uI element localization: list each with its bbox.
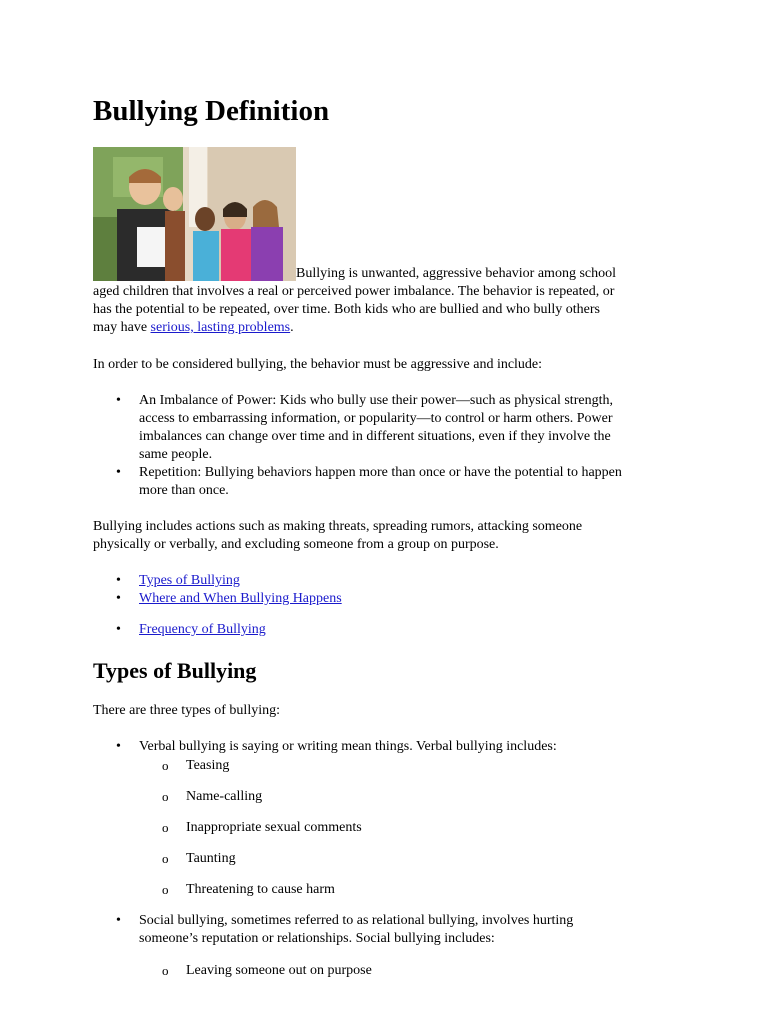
sub-bullet-icon: o: [162, 851, 169, 866]
social-line: someone’s reputation or relationships. Social bullying includes:: [139, 931, 495, 946]
photo-teens-group: [93, 147, 296, 281]
sub-bullet-icon: o: [162, 820, 169, 835]
intro-trailing: .: [290, 320, 294, 335]
bullet-icon: •: [116, 573, 121, 588]
verbal-item: Inappropriate sexual comments: [186, 820, 362, 835]
criteria-item-imbalance: [139, 392, 613, 464]
sub-bullet-icon: o: [162, 758, 169, 773]
sub-bullet-icon: o: [162, 882, 169, 897]
social-line: Social bullying, sometimes referred to as relational bullying, involves hurting: [139, 913, 574, 928]
sub-bullet-icon: o: [162, 963, 169, 978]
bullet-icon: •: [116, 591, 121, 606]
criteria-item-repetition: [139, 464, 622, 500]
intro-line-last: [93, 319, 616, 337]
criteria-line: Repetition: Bullying behaviors happen more than once or have the potential to happen: [139, 465, 622, 480]
verbal-item: Name-calling: [186, 789, 263, 804]
criteria-line: An Imbalance of Power: Kids who bully use their power—such as physical strength,: [139, 393, 613, 408]
verbal-bullying-label: Verbal bullying is saying or writing mean things. Verbal bullying includes:: [139, 739, 557, 754]
bullet-icon: •: [116, 622, 121, 637]
bullet-icon: •: [116, 393, 121, 408]
bullet-icon: •: [116, 465, 121, 480]
bullet-icon: •: [116, 739, 121, 754]
social-bullying-label: [139, 912, 573, 948]
nav-link-types[interactable]: Types of Bullying: [139, 573, 240, 588]
intro-line: has the potential to be repeated, over time. Both kids who are bullied and who bully others: [93, 302, 600, 317]
criteria-line: imbalances can change over time and in different situations, even if they involve the: [139, 429, 611, 444]
bullet-icon: •: [116, 913, 121, 928]
nav-link-frequency[interactable]: Frequency of Bullying: [139, 622, 266, 637]
actions-paragraph: [93, 518, 582, 554]
criteria-line: more than once.: [139, 483, 229, 498]
intro-line: Bullying is unwanted, aggressive behavior among school: [296, 266, 616, 281]
criteria-intro: In order to be considered bullying, the behavior must be aggressive and include:: [93, 357, 543, 372]
actions-line: physically or verbally, and excluding someone from a group on purpose.: [93, 537, 499, 552]
criteria-line: same people.: [139, 447, 213, 462]
section-title: Types of Bullying: [93, 658, 257, 683]
actions-line: Bullying includes actions such as making threats, spreading rumors, attacking someone: [93, 519, 583, 534]
intro-paragraph: [93, 265, 616, 337]
photo-illustration: [93, 147, 296, 281]
sub-bullet-icon: o: [162, 789, 169, 804]
page-title: Bullying Definition: [93, 95, 330, 127]
verbal-item: Taunting: [186, 851, 236, 866]
nav-link-where-when[interactable]: Where and When Bullying Happens: [139, 591, 342, 606]
verbal-item: Teasing: [186, 758, 230, 773]
verbal-item: Threatening to cause harm: [186, 882, 335, 897]
intro-line: aged children that involves a real or perceived power imbalance. The behavior is repeated, or: [93, 284, 615, 299]
serious-problems-link[interactable]: serious, lasting problems: [150, 320, 291, 335]
intro-line-text: may have: [93, 320, 151, 335]
social-item: Leaving someone out on purpose: [186, 963, 372, 978]
criteria-line: access to embarrassing information, or popularity—to control or harm others. Power: [139, 411, 613, 426]
types-intro: There are three types of bullying:: [93, 703, 280, 718]
